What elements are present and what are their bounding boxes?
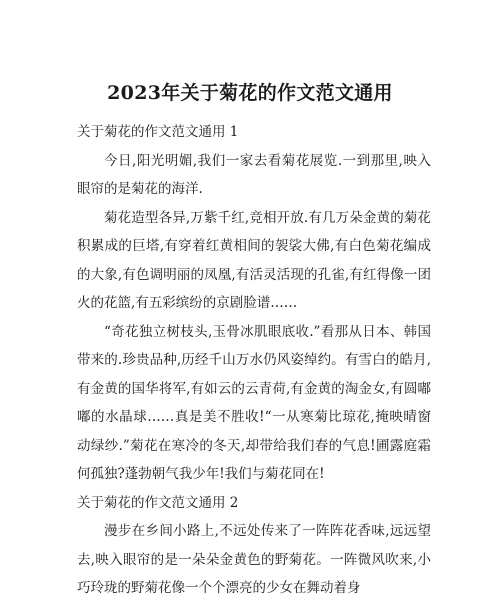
document-body <box>77 118 431 603</box>
paragraph: 漫步在乡间小路上,不远处传来了一阵阵花香味,远远望去,映入眼帘的是一朵朵金黄色的野菊花。一阵微风吹来,小巧玲珑的野菊花像一个个漂亮的少女在舞动着身 <box>77 523 431 596</box>
paragraph: “奇花独立树枝头,玉骨冰肌眼底收.”看那从日本、韩国带来的.珍贵品种,历经千山万水仍风姿绰约。有雪白的皓月,有金黄的国华将军,有如云的云青荷,有金黄的淘金女,有圆嘟嘟的水晶球……真是美不胜收!“一从寒菊比琼花,掩映晴窗动绿纱.”菊花在寒冷的冬天,却带给我们春的气息!圃露庭霜何孤独?蓬勃朝气我少年!我们与菊花同在! <box>77 323 431 482</box>
section-heading-1: 关于菊花的作文范文通用 1 <box>77 124 239 140</box>
paragraph: 菊花造型各异,万紫千红,竞相开放.有几万朵金黄的菊花积累成的巨塔,有穿着红黄相间的袈裟大佛,有白色菊花编成的大象,有色调明丽的凤凰,有活灵活现的孔雀,有红得像一团火的花篮,有五彩缤纷的京剧脸谱…… <box>77 209 431 311</box>
paragraph: 今日,阳光明媚,我们一家去看菊花展览.一到那里,映入眼帘的是菊花的海洋. <box>77 152 431 197</box>
document-title: 2023年关于菊花的作文范文通用 <box>107 82 393 104</box>
section-heading-2: 关于菊花的作文范文通用 2 <box>77 494 239 511</box>
